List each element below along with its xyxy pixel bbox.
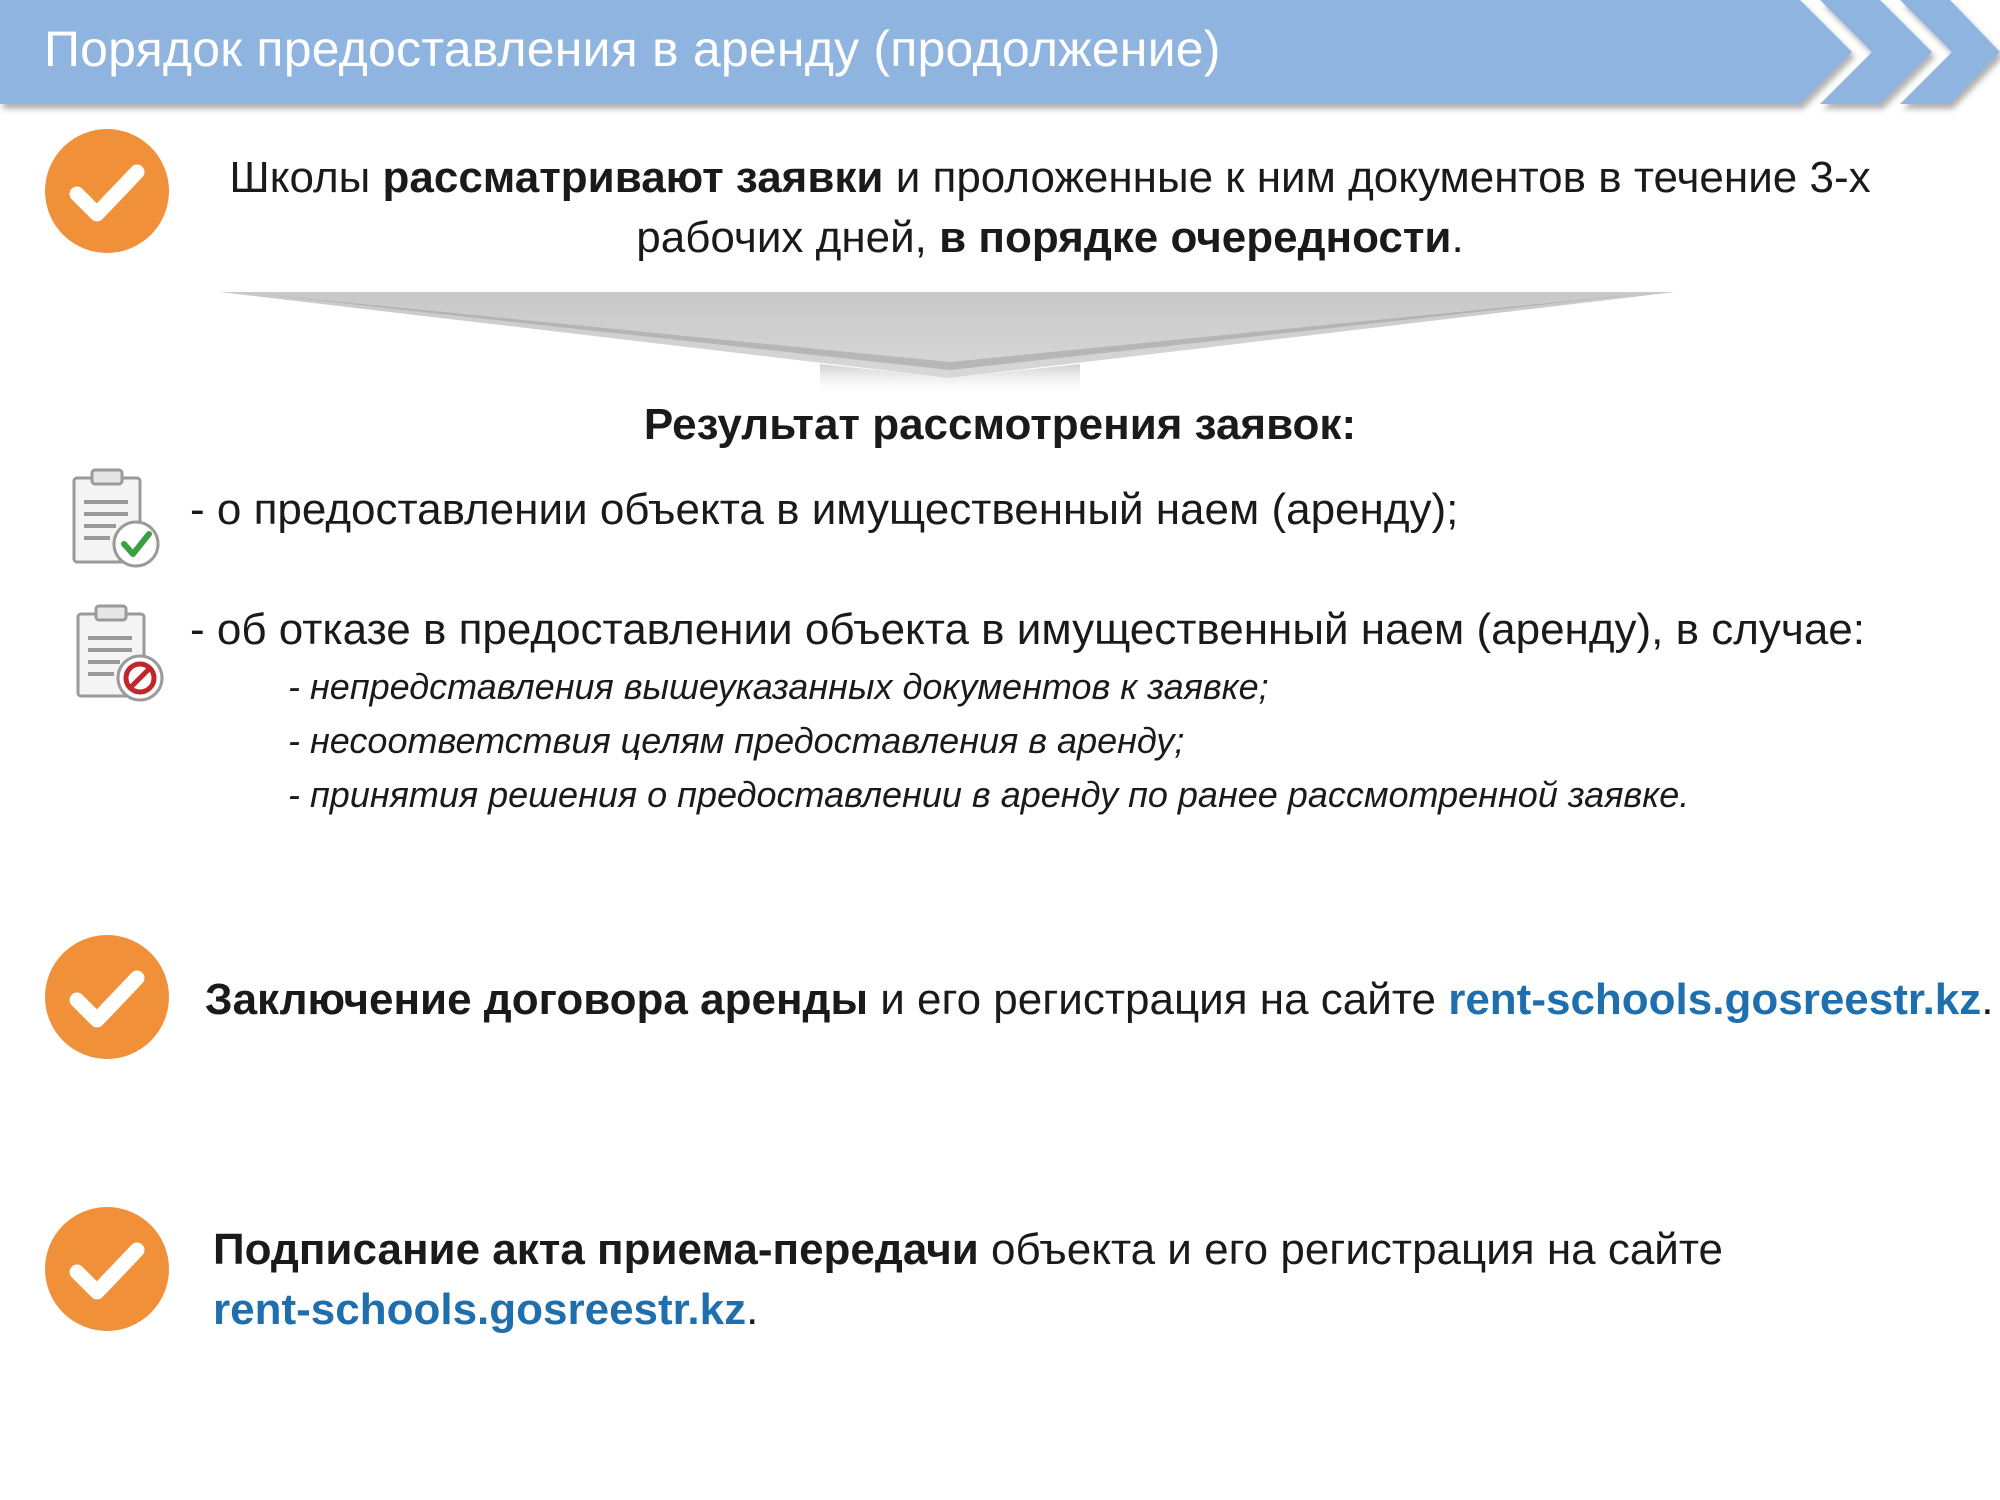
step2-text: [205, 970, 1994, 1030]
reject-reason-item: - несоответствия целям предоставления в аренду;: [288, 720, 1185, 761]
step2-site-link[interactable]: rent-schools.gosreestr.kz: [1448, 975, 1982, 1024]
step3-emphasis: Подписание акта приема-передачи: [213, 1225, 979, 1274]
step1-text: [190, 148, 1910, 268]
result-reject-text: - об отказе в предоставлении объекта в имущественный наем (аренду), в случае:: [190, 605, 1865, 654]
result-approve-text: - о предоставлении объекта в имущественный наем (аренду);: [190, 485, 1459, 534]
clipboard-denied-icon: [72, 600, 168, 710]
results-title: Результат рассмотрения заявок:: [643, 400, 1357, 449]
reject-reason-item: - непредставления вышеуказанных документов к заявке;: [288, 666, 1269, 707]
funnel-arrow-shape: [220, 290, 1680, 400]
check-circle-icon: [44, 1206, 170, 1332]
step3-text-end: .: [746, 1285, 759, 1334]
step3-text-body: объекта и его регистрация на сайте: [978, 1225, 1724, 1274]
header-banner: [0, 0, 2000, 118]
step2-text-body: и его регистрация на сайте: [868, 975, 1449, 1024]
reject-reason-item: - принятия решения о предоставлении в аренду по ранее рассмотренной заявке.: [288, 774, 1690, 815]
step1-text-a: Школы: [229, 153, 383, 202]
step1-emphasis-b: в порядке очередности: [939, 213, 1452, 262]
step1-emphasis-a: рассматривают заявки: [382, 153, 884, 202]
page-title: Порядок предоставления в аренду (продолжение): [44, 21, 1221, 77]
step3-site-link[interactable]: rent-schools.gosreestr.kz: [213, 1285, 747, 1334]
check-circle-icon: [44, 934, 170, 1060]
reject-reasons-list: [288, 660, 1689, 822]
check-circle-icon: [44, 128, 170, 254]
step1-text-c: и проложенные к ним документов в течение 3-х рабочих дней,: [636, 153, 1871, 262]
step1-text-e: .: [1451, 213, 1464, 262]
step3-text: [213, 1220, 1773, 1340]
clipboard-check-icon: [66, 464, 162, 574]
step2-text-end: .: [1981, 975, 1994, 1024]
step2-emphasis: Заключение договора аренды: [205, 975, 869, 1024]
